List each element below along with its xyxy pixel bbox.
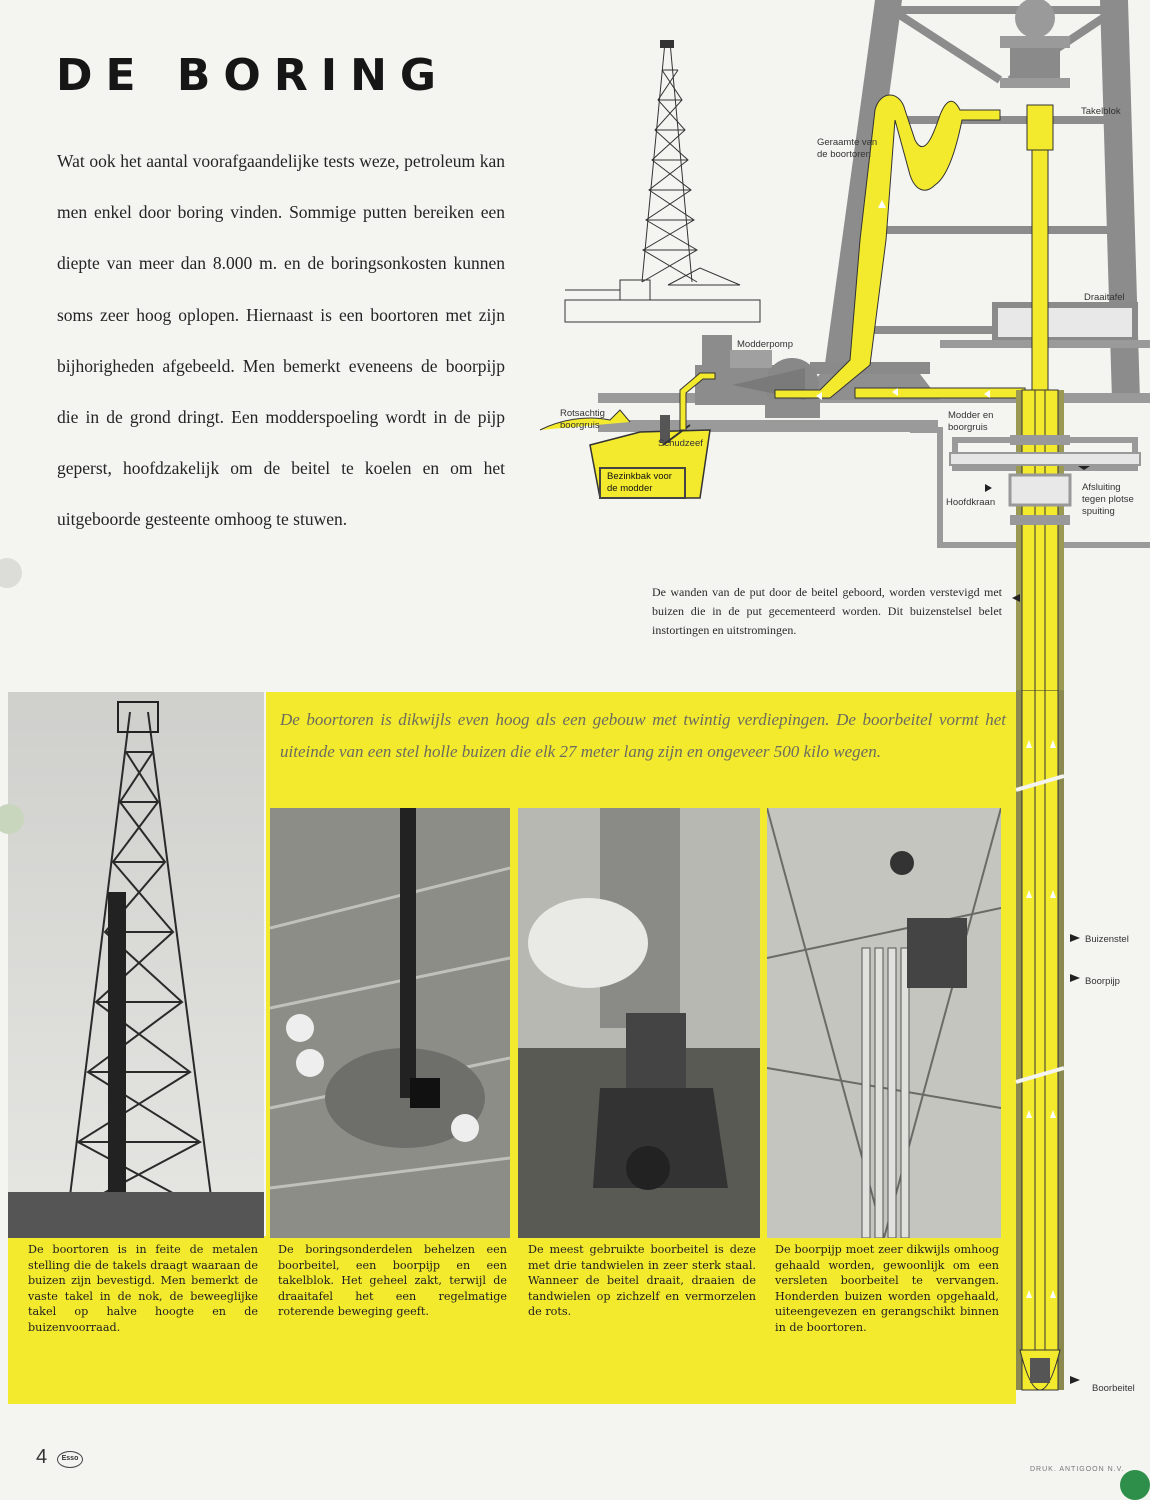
binder-hole [0, 558, 22, 588]
label-bezinkbak: Bezinkbak voor de modder [607, 471, 672, 494]
page-number: 4 [36, 1446, 48, 1468]
photo-pipe-rack [767, 808, 1001, 1238]
label-modderpomp: Modderpomp [737, 339, 793, 350]
label-schudzeef: Schudzeef [658, 438, 703, 449]
caption-drill-bit: De meest gebruikte boorbeitel is deze met drie tandwielen in zeer sterk staal. Wanneer de beitel draait, draaien de tandwielen op zichzelf en vermorzelen de rots. [528, 1243, 756, 1319]
label-geraamte: Geraamte van de boortoren [817, 137, 878, 160]
label-rotsachtig-boorgruis: Rotsachtig boorgruis [560, 408, 605, 431]
photo-drill-floor [270, 808, 510, 1238]
label-boorbeitel: Boorbeitel [1092, 1383, 1135, 1394]
label-afsluiting: Afsluiting tegen plotse spuiting [1082, 482, 1134, 517]
label-boorpijp: Boorpijp [1085, 976, 1120, 987]
photo-drill-bit [518, 808, 760, 1238]
label-hoofdkraan: Hoofdkraan [946, 497, 996, 508]
esso-logo: Esso [57, 1451, 83, 1468]
photo-derrick [8, 692, 264, 1238]
label-modder-en-boorgruis: Modder en boorgruis [948, 410, 994, 433]
pipe-rack-photo-graphic [767, 808, 1001, 1238]
derrick-photo-graphic [8, 692, 264, 1238]
label-draaitafel: Draaitafel [1084, 292, 1125, 303]
caption-derrick: De boortoren is in feite de metalen stelling die de takels draagt waaraan de buizen zijn bevestigd. Men bemerkt de vaste takel in de nok, de beweeglijke takel op halve hoogte en de buizenvoorraad. [28, 1243, 258, 1334]
label-takelblok: Takelblok [1081, 106, 1121, 117]
drill-bit-photo-graphic [518, 808, 760, 1238]
caption-pipe-rack: De boorpijp moet zeer dikwijls omhoog gehaald worden, gewoonlijk om een versleten boorbeitel te vervangen. Honderden buizen worden opgehaald, uiteengevezen en gerangschikt binnen in de boortoren. [775, 1243, 999, 1334]
binder-hole [1120, 1470, 1150, 1500]
label-buizenstel: Buizenstel [1085, 934, 1129, 945]
page-title: DE BORING [56, 50, 450, 101]
drill-floor-photo-graphic [270, 808, 510, 1238]
bottom-band [8, 1346, 1016, 1404]
caption-drill-floor: De boringsonderdelen behelzen een boorbeitel, een boorpijp en een takelblok. Het geheel zakt, terwijl de draaitafel het een regelmatige roterende beweging geeft. [278, 1243, 507, 1319]
intro-paragraph: Wat ook het aantal voorafgaandelijke tests weze, petroleum kan men enkel door boring vinden. Sommige putten bereiken een diepte van meer dan 8.000 m. en de boringsonkosten kunnen soms zeer hoog oplopen. Hiernaast is een boortoren met zijn bijhorigheden afgebeeld. Men bemerkt eveneens de boorpijp die in de grond dringt. Een modderspoeling wordt in de pijp geperst, hoofdzakelijk om de beitel te koelen en om het uitgeboorde gesteente omhoog te stuwen. [57, 151, 505, 530]
printer-credit: DRUK. ANTIGOON N.V. [1030, 1466, 1125, 1473]
quote-text: De boortoren is dikwijls even hoog als een gebouw met twintig verdiepingen. De boorbeitel vormt het uiteinde van een stel holle buizen die elk 27 meter lang zijn en ongeveer 500 kilo wegen. [280, 710, 1006, 761]
well-bore-lower [1000, 690, 1150, 1430]
casing-caption: De wanden van de put door de beitel geboord, worden verstevigd met buizen die in de put gecementeerd worden. Dit buizenstelsel belet instortingen en uitstromingen. [652, 585, 1002, 637]
